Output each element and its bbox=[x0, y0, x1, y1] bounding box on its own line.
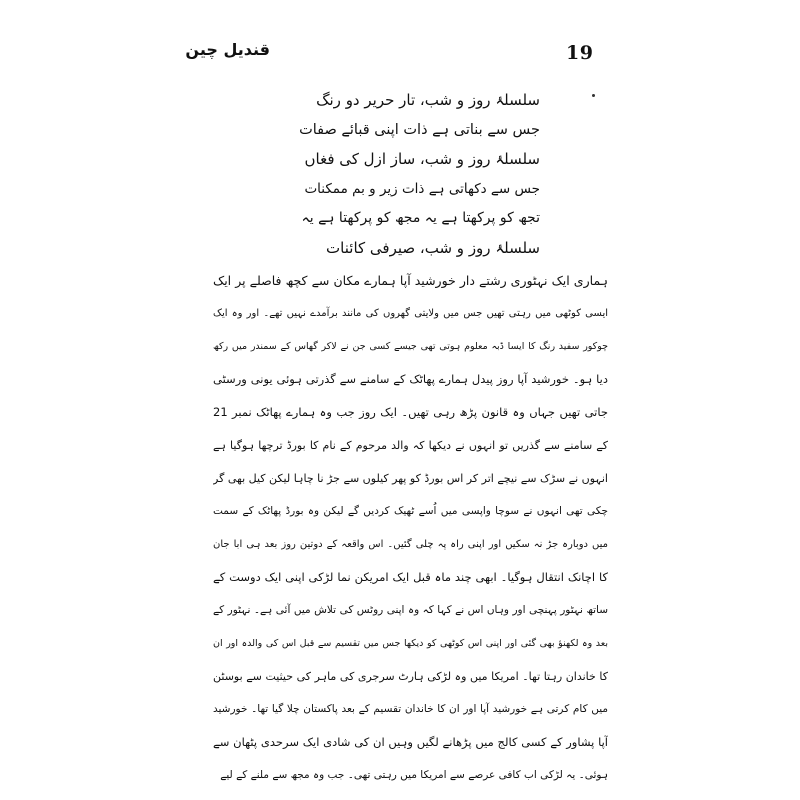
prose-line: چکی تھی انہوں نے سوچا واپسی میں اُسے ٹھیک کردیں گے لیکن وہ بورڈ پھاٹک کے سمت bbox=[213, 505, 608, 517]
prose-line: ساتھ نہٹور پہنچی اور وہاں اس نے کہا کہ وہ اپنی روٹس کی تلاش میں آئی ہے۔ نہٹور کے bbox=[213, 604, 608, 616]
prose-line: چوکور سفید رنگ کا ایسا ڈبہ معلوم ہوتی تھی جیسے کسی جن نے لاکر گھاس کے سمندر میں رکھ bbox=[213, 341, 608, 352]
print-mark bbox=[592, 94, 595, 97]
poem-stanza bbox=[300, 86, 540, 263]
poem-line: سلسلۂ روز و شب، تار حریر دو رنگ bbox=[316, 91, 540, 109]
prose-line: میں دوبارہ جڑ نہ سکیں اور اپنی راہ پہ چلی گئیں۔ اس واقعہ کے دوتین روز بعد ہی ابا جان bbox=[213, 539, 608, 550]
prose-line: آپا پشاور کے کسی کالج میں پڑھانے لگیں وہیں ان کی شادی ایک سرحدی پٹھان سے bbox=[213, 735, 608, 749]
prose-line: کے سامنے سے گذریں تو انہوں نے دیکھا کہ والد مرحوم کے نام کا بورڈ ترچھا ہوگیا ہے bbox=[213, 439, 608, 452]
prose-line: میں کام کرتی ہے خورشید آپا اور ان کا خاندان تقسیم کے بعد پاکستان چلا گیا تھا۔ خورشید bbox=[213, 703, 608, 715]
prose-paragraph bbox=[213, 264, 608, 792]
poem-line: جس سے دکھاتی ہے ذات زیر و بم ممکنات bbox=[304, 180, 540, 197]
page-number: 19 bbox=[566, 42, 594, 64]
running-title: قندیل چین bbox=[185, 40, 270, 59]
poem-line: جس سے بناتی ہے ذات اپنی قبائے صفات bbox=[299, 121, 540, 138]
poem-line: سلسلۂ روز و شب، ساز ازل کی فغاں bbox=[304, 150, 540, 168]
prose-line: دیا ہو۔ خورشید آپا روز پیدل ہمارے پھاٹک کے سامنے سے گذرتی ہوئی یونی ورسٹی bbox=[213, 372, 608, 386]
prose-line: ہوئی۔ یہ لڑکی اب کافی عرصے سے امریکا میں رہتی تھی۔ جب وہ مجھ سے ملنے کے لیے bbox=[220, 769, 608, 781]
prose-line: جاتی تھیں جہاں وہ قانون پڑھ رہی تھیں۔ ایک روز جب وہ ہمارے پھاٹک نمبر 21 bbox=[213, 405, 608, 419]
prose-line: کا اچانک انتقال ہوگیا۔ ابھی چند ماہ قبل ایک امریکن نما لڑکی اپنی ایک دوست کے bbox=[213, 570, 608, 584]
prose-line: ایسی کوٹھی میں رہتی تھیں جس میں ولایتی گھروں کی مانند برآمدے نہیں تھے۔ اور وہ ایک bbox=[213, 308, 608, 319]
prose-line: انہوں نے سڑک سے نیچے اتر کر اس بورڈ کو پھر کیلوں سے جڑ نا چاہا لیکن کیل بھی گر bbox=[213, 472, 608, 485]
poem-line: تجھ کو پرکھتا ہے یہ مجھ کو پرکھتا ہے یہ bbox=[301, 210, 540, 226]
prose-line: کا خاندان رہتا تھا۔ امریکا میں وہ لڑکی ہارٹ سرجری کی ماہر کی حیثیت سے بوسٹن bbox=[213, 670, 608, 683]
prose-line: ہماری ایک نہٹوری رشتے دار خورشید آپا ہمارے مکان سے کچھ فاصلے پر ایک bbox=[213, 273, 608, 288]
prose-line: بعد وہ لکھنؤ بھی گئی اور اپنی اس کوٹھی کو دیکھا جس میں تقسیم سے قبل اس کی والدہ اور ان bbox=[213, 638, 608, 649]
poem-line: سلسلۂ روز و شب، صیرفی کائنات bbox=[326, 238, 540, 257]
